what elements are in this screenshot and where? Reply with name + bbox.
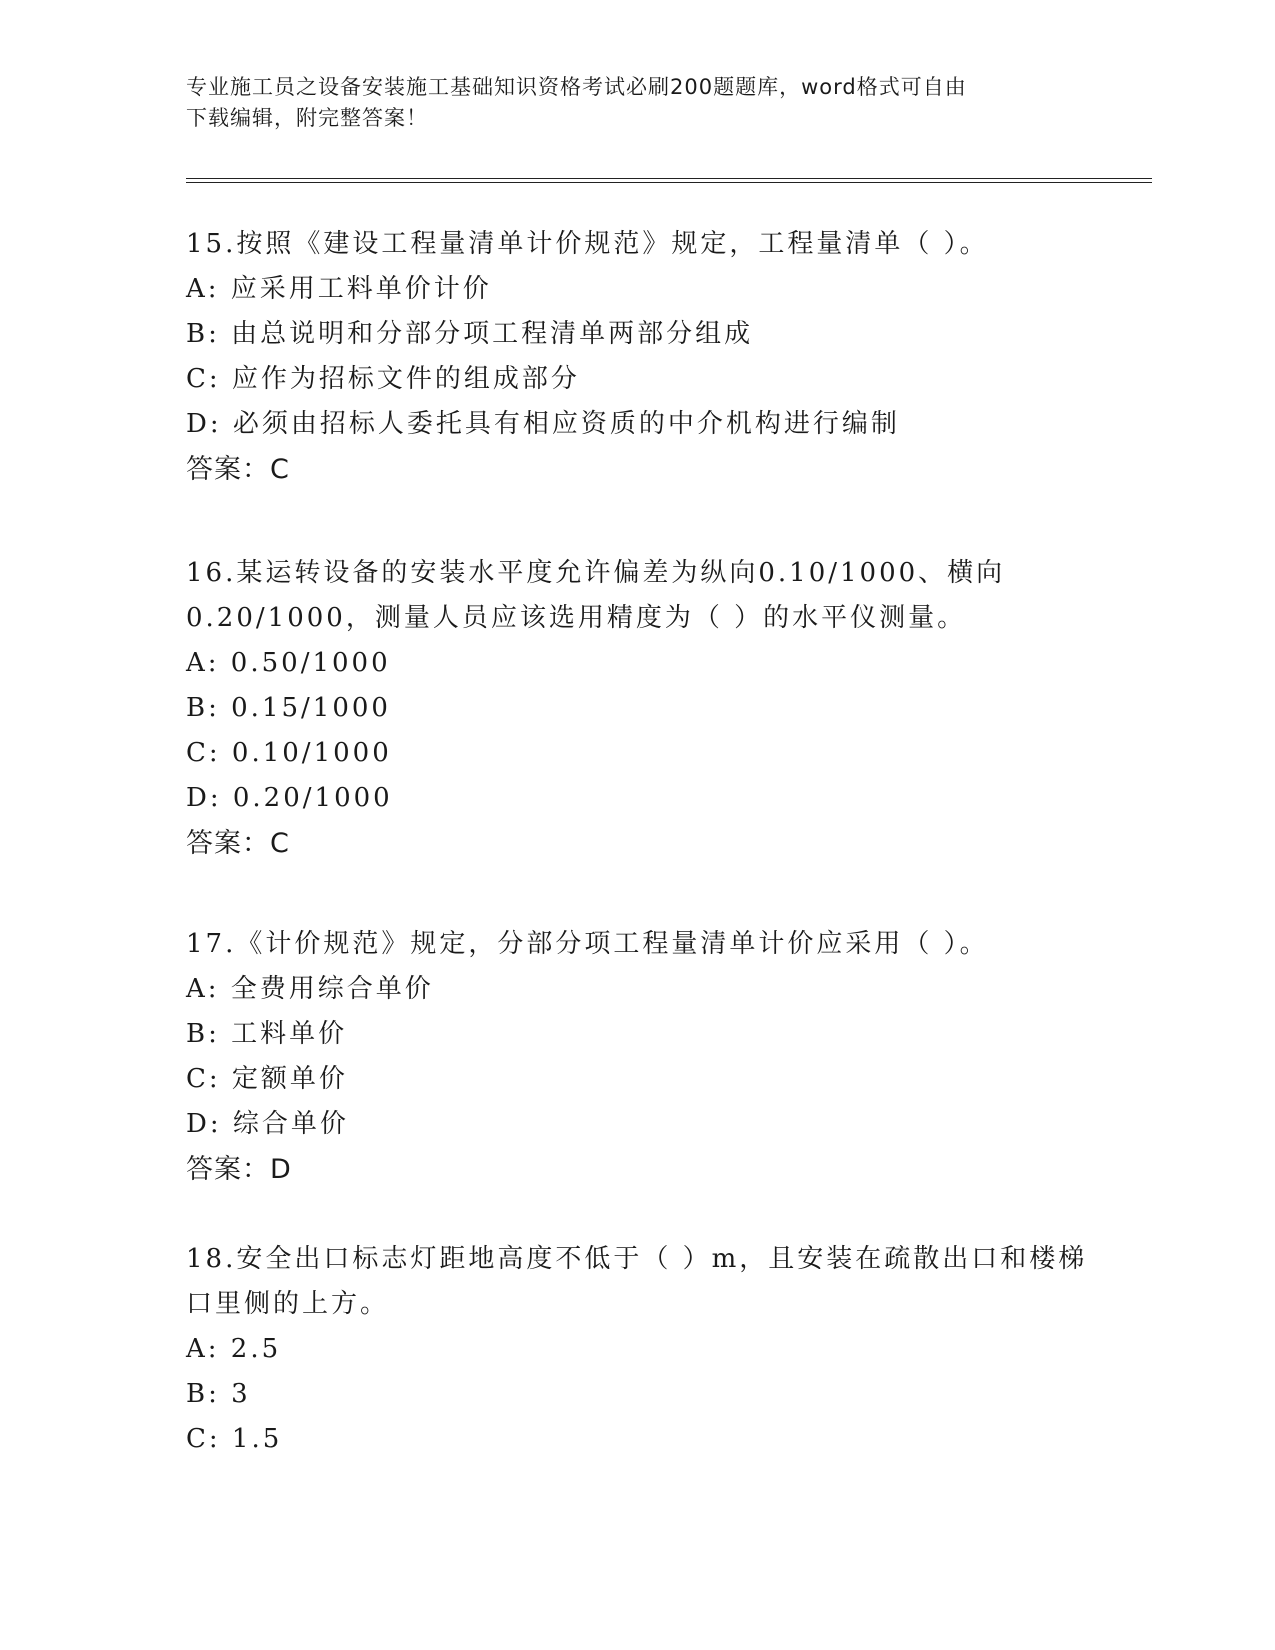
option-c: C: 定额单价 [186, 1064, 348, 1094]
option-d: D: 综合单价 [186, 1109, 349, 1139]
option-a: A: 0.50/1000 [186, 648, 391, 678]
answer: 答案：C [186, 828, 290, 859]
option-c: C: 应作为招标文件的组成部分 [186, 364, 580, 394]
option-b: B: 工料单价 [186, 1019, 348, 1049]
question-16 [186, 551, 1126, 866]
option-b: B: 由总说明和分部分项工程清单两部分组成 [186, 319, 754, 349]
header-title-line-2: 下载编辑，附完整答案！ [186, 106, 428, 130]
option-d: D: 必须由招标人委托具有相应资质的中介机构进行编制 [186, 409, 900, 439]
option-b: B: 3 [186, 1379, 251, 1409]
option-b: B: 0.15/1000 [186, 693, 391, 723]
option-c: C: 0.10/1000 [186, 738, 392, 768]
question-stem-line-1: 18.安全出口标志灯距地高度不低于（ ）m，且安装在疏散出口和楼梯 [186, 1244, 1088, 1274]
option-a: A: 应采用工料单价计价 [186, 274, 492, 304]
document-header [186, 72, 1066, 134]
question-17 [186, 922, 1126, 1192]
question-18 [186, 1237, 1126, 1462]
question-15 [186, 222, 1126, 492]
header-title-line-1: 专业施工员之设备安装施工基础知识资格考试必刷200题题库，word格式可自由 [186, 75, 967, 99]
header-divider-bottom [186, 182, 1152, 183]
answer: 答案：D [186, 1154, 292, 1185]
question-stem-line-1: 16.某运转设备的安装水平度允许偏差为纵向0.10/1000、横向 [186, 558, 1006, 588]
answer: 答案：C [186, 454, 290, 485]
option-a: A: 全费用综合单价 [186, 974, 434, 1004]
question-stem-line-2: 口里侧的上方。 [186, 1289, 390, 1319]
option-d: D: 0.20/1000 [186, 783, 393, 813]
option-c: C: 1.5 [186, 1424, 283, 1454]
header-divider-top [186, 178, 1152, 179]
question-stem: 17.《计价规范》规定，分部分项工程量清单计价应采用（ ）。 [186, 929, 989, 959]
question-stem: 15.按照《建设工程量清单计价规范》规定，工程量清单（ ）。 [186, 229, 989, 259]
option-a: A: 2.5 [186, 1334, 282, 1364]
question-stem-line-2: 0.20/1000，测量人员应该选用精度为（ ）的水平仪测量。 [186, 603, 967, 633]
